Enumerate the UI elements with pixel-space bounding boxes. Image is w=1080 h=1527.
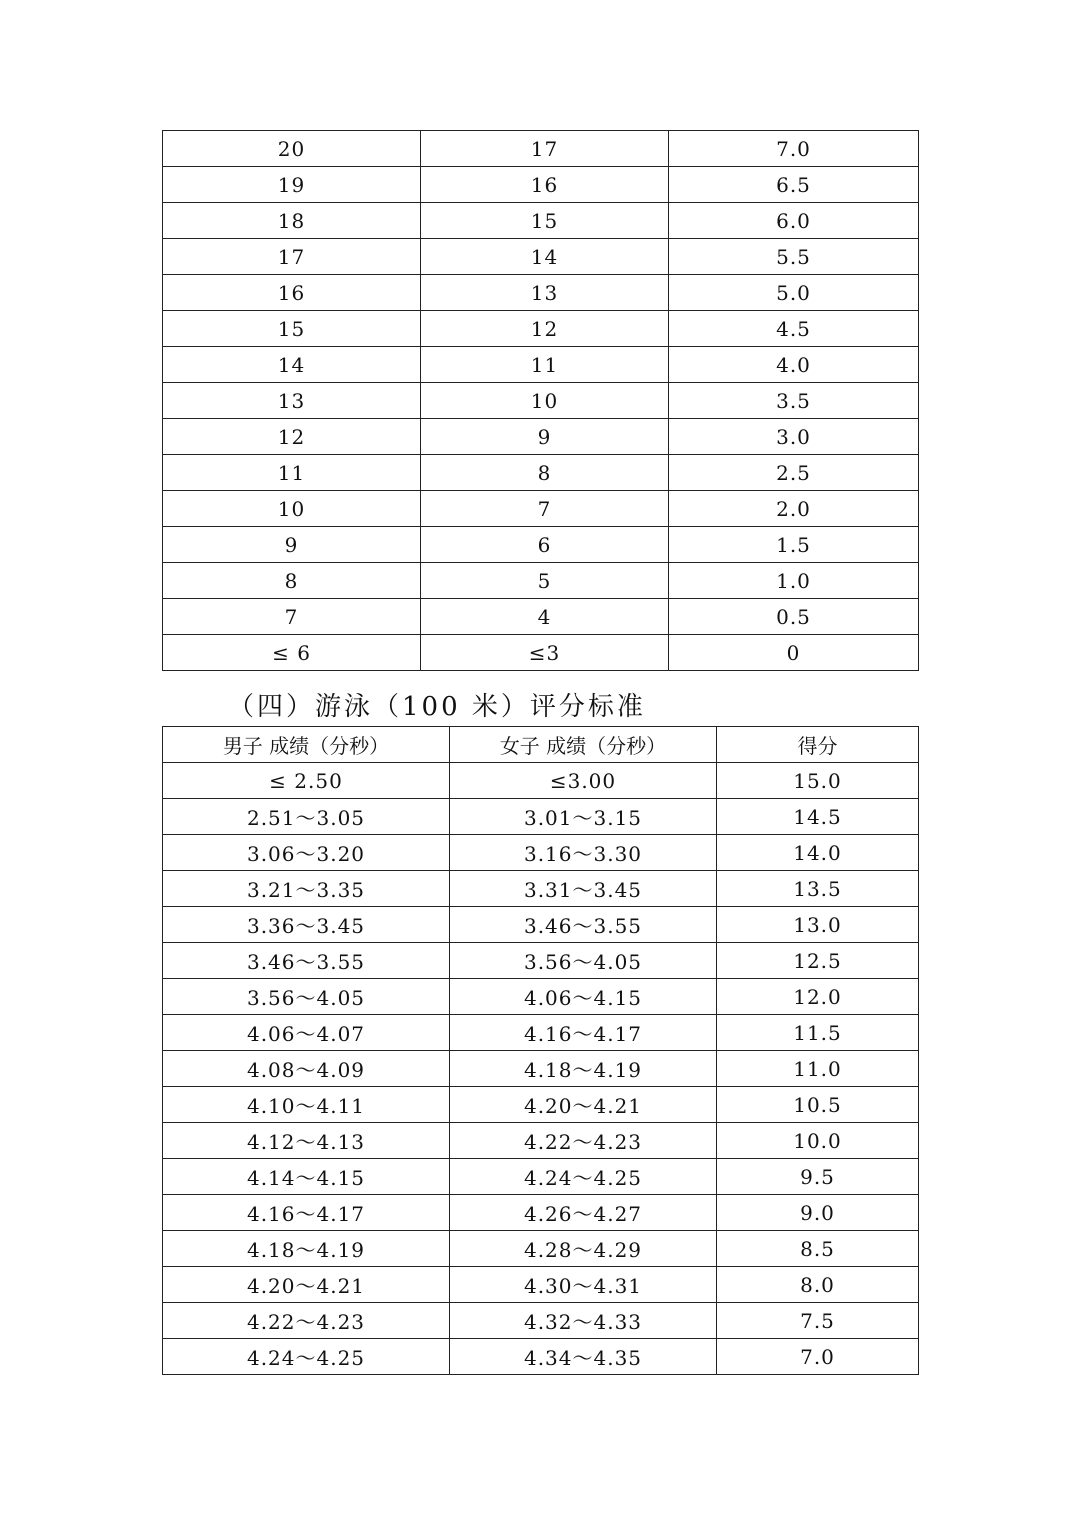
female-time-cell: 3.31～3.45 xyxy=(450,871,717,907)
male-value-cell: 11 xyxy=(163,455,421,491)
score-cell: 7.0 xyxy=(717,1339,919,1375)
female-time-cell: 4.16～4.17 xyxy=(450,1015,717,1051)
female-value-cell: 13 xyxy=(421,275,669,311)
table-row xyxy=(163,799,919,835)
table-row xyxy=(163,871,919,907)
header-male-result: 男子 成绩（分秒） xyxy=(163,727,450,763)
swim-table-header xyxy=(163,727,919,763)
female-value-cell: 8 xyxy=(421,455,669,491)
male-value-cell: 10 xyxy=(163,491,421,527)
table-row xyxy=(163,1123,919,1159)
male-value-cell: 17 xyxy=(163,239,421,275)
male-value-cell: 14 xyxy=(163,347,421,383)
male-time-cell: 4.14～4.15 xyxy=(163,1159,450,1195)
table-row xyxy=(163,635,919,671)
table-row xyxy=(163,979,919,1015)
male-time-cell: 4.16～4.17 xyxy=(163,1195,450,1231)
table-row xyxy=(163,167,919,203)
female-value-cell: 6 xyxy=(421,527,669,563)
female-value-cell: 14 xyxy=(421,239,669,275)
male-time-cell: 4.22～4.23 xyxy=(163,1303,450,1339)
female-time-cell: 3.16～3.30 xyxy=(450,835,717,871)
table-row xyxy=(163,599,919,635)
table-row xyxy=(163,563,919,599)
female-value-cell: 11 xyxy=(421,347,669,383)
female-value-cell: 15 xyxy=(421,203,669,239)
score-cell: 12.0 xyxy=(717,979,919,1015)
male-time-cell: 4.20～4.21 xyxy=(163,1267,450,1303)
score-cell: 2.5 xyxy=(669,455,919,491)
male-time-cell: 4.10～4.11 xyxy=(163,1087,450,1123)
table-row xyxy=(163,527,919,563)
table-row xyxy=(163,907,919,943)
score-cell: 13.5 xyxy=(717,871,919,907)
female-value-cell: 5 xyxy=(421,563,669,599)
female-time-cell: 4.22～4.23 xyxy=(450,1123,717,1159)
table-row xyxy=(163,1231,919,1267)
table-row xyxy=(163,1015,919,1051)
score-cell: 0 xyxy=(669,635,919,671)
male-time-cell: 4.24～4.25 xyxy=(163,1339,450,1375)
header-female-result: 女子 成绩（分秒） xyxy=(450,727,717,763)
score-cell: 15.0 xyxy=(717,763,919,799)
female-value-cell: 16 xyxy=(421,167,669,203)
score-cell: 5.5 xyxy=(669,239,919,275)
score-cell: 10.5 xyxy=(717,1087,919,1123)
male-value-cell: 16 xyxy=(163,275,421,311)
male-value-cell: 15 xyxy=(163,311,421,347)
header-row xyxy=(163,727,919,763)
score-cell: 0.5 xyxy=(669,599,919,635)
male-time-cell: 3.06～3.20 xyxy=(163,835,450,871)
female-value-cell: 4 xyxy=(421,599,669,635)
male-value-cell: 7 xyxy=(163,599,421,635)
swim-score-table xyxy=(162,726,919,1375)
table-row xyxy=(163,347,919,383)
table-row xyxy=(163,1195,919,1231)
table-row xyxy=(163,1051,919,1087)
score-table-body xyxy=(163,131,919,671)
table-row xyxy=(163,311,919,347)
female-time-cell: 4.32～4.33 xyxy=(450,1303,717,1339)
score-cell: 14.0 xyxy=(717,835,919,871)
female-value-cell: 9 xyxy=(421,419,669,455)
score-cell: 11.5 xyxy=(717,1015,919,1051)
female-value-cell: 17 xyxy=(421,131,669,167)
score-cell: 9.0 xyxy=(717,1195,919,1231)
male-time-cell: 4.06～4.07 xyxy=(163,1015,450,1051)
score-cell: 6.5 xyxy=(669,167,919,203)
male-value-cell: 13 xyxy=(163,383,421,419)
score-cell: 9.5 xyxy=(717,1159,919,1195)
table-row xyxy=(163,455,919,491)
female-time-cell: 4.18～4.19 xyxy=(450,1051,717,1087)
table-row xyxy=(163,1339,919,1375)
female-time-cell: ≤3.00 xyxy=(450,763,717,799)
score-cell: 7.0 xyxy=(669,131,919,167)
female-value-cell: 12 xyxy=(421,311,669,347)
male-time-cell: 3.46～3.55 xyxy=(163,943,450,979)
female-time-cell: 4.30～4.31 xyxy=(450,1267,717,1303)
male-time-cell: 4.18～4.19 xyxy=(163,1231,450,1267)
score-cell: 5.0 xyxy=(669,275,919,311)
score-cell: 4.0 xyxy=(669,347,919,383)
score-cell: 3.5 xyxy=(669,383,919,419)
table-row xyxy=(163,203,919,239)
table-row xyxy=(163,239,919,275)
score-cell: 4.5 xyxy=(669,311,919,347)
header-score: 得分 xyxy=(717,727,919,763)
male-time-cell: 2.51～3.05 xyxy=(163,799,450,835)
female-time-cell: 3.56～4.05 xyxy=(450,943,717,979)
score-table-continued xyxy=(162,130,919,671)
score-cell: 8.5 xyxy=(717,1231,919,1267)
swim-table-body xyxy=(163,763,919,1375)
table-row xyxy=(163,943,919,979)
female-time-cell: 4.24～4.25 xyxy=(450,1159,717,1195)
table-row xyxy=(163,835,919,871)
section-heading: （四）游泳（100 米）评分标准 xyxy=(228,692,646,722)
male-value-cell: 12 xyxy=(163,419,421,455)
score-cell: 6.0 xyxy=(669,203,919,239)
male-value-cell: ≤ 6 xyxy=(163,635,421,671)
table-row xyxy=(163,1303,919,1339)
male-time-cell: ≤ 2.50 xyxy=(163,763,450,799)
table-row xyxy=(163,1087,919,1123)
male-value-cell: 8 xyxy=(163,563,421,599)
score-cell: 13.0 xyxy=(717,907,919,943)
table-row xyxy=(163,1267,919,1303)
female-time-cell: 4.06～4.15 xyxy=(450,979,717,1015)
male-time-cell: 4.08～4.09 xyxy=(163,1051,450,1087)
score-cell: 1.0 xyxy=(669,563,919,599)
score-cell: 8.0 xyxy=(717,1267,919,1303)
score-cell: 11.0 xyxy=(717,1051,919,1087)
female-value-cell: 10 xyxy=(421,383,669,419)
score-cell: 1.5 xyxy=(669,527,919,563)
male-value-cell: 19 xyxy=(163,167,421,203)
score-cell: 10.0 xyxy=(717,1123,919,1159)
score-cell: 2.0 xyxy=(669,491,919,527)
female-time-cell: 4.34～4.35 xyxy=(450,1339,717,1375)
female-time-cell: 3.01～3.15 xyxy=(450,799,717,835)
female-value-cell: 7 xyxy=(421,491,669,527)
male-value-cell: 9 xyxy=(163,527,421,563)
male-time-cell: 3.36～3.45 xyxy=(163,907,450,943)
male-time-cell: 4.12～4.13 xyxy=(163,1123,450,1159)
score-cell: 12.5 xyxy=(717,943,919,979)
table-row xyxy=(163,763,919,799)
male-time-cell: 3.21～3.35 xyxy=(163,871,450,907)
table-row xyxy=(163,275,919,311)
score-cell: 3.0 xyxy=(669,419,919,455)
male-value-cell: 18 xyxy=(163,203,421,239)
score-cell: 7.5 xyxy=(717,1303,919,1339)
female-time-cell: 4.28～4.29 xyxy=(450,1231,717,1267)
table-row xyxy=(163,383,919,419)
male-value-cell: 20 xyxy=(163,131,421,167)
score-cell: 14.5 xyxy=(717,799,919,835)
table-row xyxy=(163,419,919,455)
table-row xyxy=(163,1159,919,1195)
table-row xyxy=(163,491,919,527)
male-time-cell: 3.56～4.05 xyxy=(163,979,450,1015)
female-value-cell: ≤3 xyxy=(421,635,669,671)
female-time-cell: 3.46～3.55 xyxy=(450,907,717,943)
female-time-cell: 4.26～4.27 xyxy=(450,1195,717,1231)
female-time-cell: 4.20～4.21 xyxy=(450,1087,717,1123)
table-row xyxy=(163,131,919,167)
